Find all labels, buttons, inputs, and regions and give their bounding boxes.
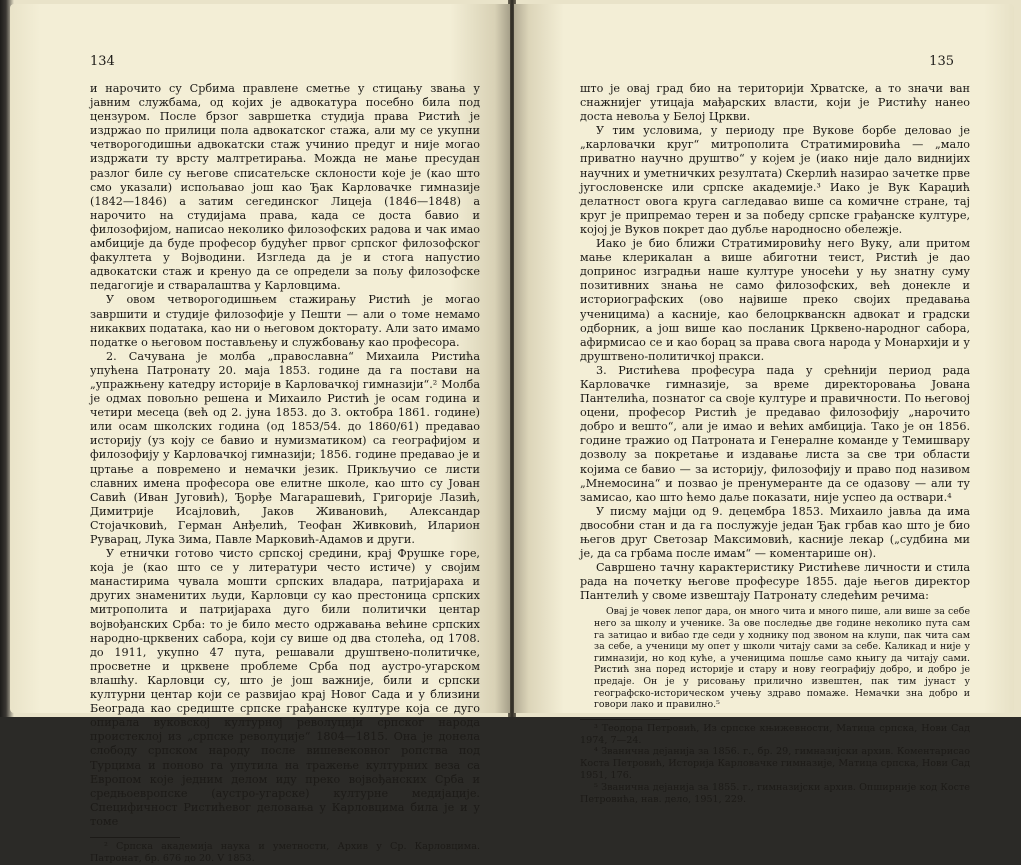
- right-footnotes: [580, 723, 970, 806]
- page-number-left: 134: [90, 54, 115, 69]
- paragraph: У писму мајци од 9. децембра 1853. Михаило јавља да има двособни стан и да га послужује један Ђак грбав као што је био његов друг Светозар Максимовић, касније лекар („судбина ми је, да са грбама после имам“ — коментарише он).: [580, 504, 970, 561]
- left-footnotes: [90, 841, 480, 865]
- page-number-right: 135: [929, 54, 954, 69]
- paragraph: 2. Сачувана је молба „православна“ Михаила Ристића упућена Патронату 20. маја 1853. године да га постави на „упражњену катедру историје в Карловачкој гимназији“.² Молба је одмах повољно решена и Михаило Ристић је осам година и четири месеца (већ од 2. јуна 1853. до 3. октобра 1861. године) или осам школских година (од 1853/54. до 1860/61) предавао историју (уз коју се бавио и нумизматиком) са географијом и филозофију у Карловачкој гимназији; 1856. године предавао је и цртање а повремено и немачки језик. Прикључио се листи славних имена професора ове елитне школе, као што су Јован Савић (Иван Југовић), Ђорђе Магарашевић, Григорије Лазић, Димитрије Исајловић, Јаков Живановић, Александар Стојачковић, Герман Анђелић, Теофан Живковић, Иларион Руварац, Лука Зима, Павле Марковић-Адамов и други.: [90, 349, 480, 546]
- left-page: [10, 4, 510, 864]
- footnote-rule: [90, 837, 180, 838]
- paragraph: У етнички готово чисто српској средини, крај Фрушке горе, која је (као што се у литератури често истиче) у својим манастирима чувала мошти српских владара, патријараха и других знаменитих људи, Карловци су као престоница српских митрополита и патријараха дуго били политички центар војвођанских Срба: то је било место одржавања већине српских народно-црквених сабора, који су више од два столећа, од 1708. до 1911, укупно 47 пута, решавали друштвено-политичке, просветне и црквене проблеме Срба под аустро-угарском влашћу. Карловци су, што је још важније, били и српски културни центар који се развијао крај Новог Сада и у близини Београда као средиште српске грађанске културе која се дуго опирала вуковској културној револуцији српског народа проистеклој из „српске револуције“ 1804—1815. Она је донела слободу српском народу после вишевековног ропства под Турцима и поново га упутила на тражење културних веза са Европом које једним делом иду преко војвођанских Срба и средњоевропске (аустро-угарске) културне медијације. Специфичност Ристићевог деловања у Карловцима била је и у томе: [90, 547, 480, 828]
- left-page-body: [90, 82, 480, 865]
- right-page: [514, 4, 1014, 805]
- paragraph: У тим условима, у периоду пре Вукове борбе деловао је „карловачки круг“ митрополита Стратимировића — „мало приватно научно друштво“ у којем је (иако није дало виднијих научних и уметничких резултата) Скерлић назирао зачетке прве југословенске или српске академије.³ Иако је Вук Караџић делатност овога круга сагледавао више са комичне стране, тај круг је припремао терен и за победу српске грађанске културе, којој је Вуков покрет дао дубље народносно обележје.: [580, 124, 970, 236]
- right-page-body: [580, 82, 970, 805]
- paragraph: 3. Ристићева професура пада у срећнији период рада Карловачке гимназије, за време директоровања Јована Пантелића, познатог са своје културе и правичности. По његовој оцени, професор Ристић је предавао филозофију „нарочито добро и вешто“, али је имао и већих амбиција. Тако је он 1856. године тражио од Патроната и Генералне команде у Темишвару дозволу за покретање и издавање листа за све три области којима се бавио — за историју, филозофију и право под називом „Мнемосина“ и позвао је пренумеранте да се одазову — али ту замисао, као што ћемо даље показати, није успео да оствари.⁴: [580, 363, 970, 504]
- footnote: ³ Теодора Петровић, Из српске књижевности, Матица српска, Нови Сад 1974, 7—24.: [580, 722, 970, 746]
- block-quote: [594, 606, 970, 710]
- block-quote-text: Овај је човек лепог дара, он много чита и много пише, али више за себе него за школу и ученике. За ове последње две године неколико пута сам га затицао и вибао где седи у ходнику под звоном на клупи, пак чита сам за себе, а ученици му опет у школи читају сами за себе. Каликад и није у гимназији, но код куће, а ученицима пошље само књигу да читају сами. Ристић зна поред историје и стару и нову географију добро, и добро је предаје. Он је у рисовању прилично извештен, пак тим јунаст у географско-историческом учењу здраво помаже. Немачки зна добро и говори лако и правилно.⁵: [594, 606, 970, 711]
- paragraph: У овом четворогодишњем стажирању Ристић је могао завршити и студије филозофије у Пешти — али о томе немамо никаквих података, као ни о његовом докторату. Али зато имамо податке о његовом постављењу и службовању као професора.: [90, 293, 480, 349]
- paragraph: Савршено тачну карактеристику Ристићеве личности и стила рада на почетку његове професуре 1855. даје његов директор Пантелић у своме извештају Патронату следећим речима:: [580, 561, 970, 603]
- paragraph: Иако је био ближи Стратимировићу него Вуку, али притом мање клерикалан а више абиготни теист, Ристић је дао допринос изградњи наше културе уносећи у њу знатну суму позитивних знања не само филозофских, већ донекле и историографских (ово највише преко својих предавања ученицима) а касније, као белоцркванскн адвокат и градски одборник, а још више као посланик Црквено-народног сабора, афирмисао се и као борац за права свога народа у Монархији и у друштвено-политичкој пракси.: [580, 237, 970, 363]
- right-paragraphs: [580, 82, 970, 603]
- footnote: ² Српска академија наука и уметности, Архив у Ср. Карловцима. Патронат, бр. 676 до 20. V 1853.: [90, 840, 480, 864]
- footnote-rule: [580, 719, 670, 720]
- paragraph: што је овај град био на територији Хрватске, а то значи ван снажнијег утицаја мађарских власти, који је Ристићу нанео доста невоља у Белој Цркви.: [580, 82, 970, 124]
- footnote: ⁴ Званична дејанија за 1856. г., бр. 29, гимназијски архив. Коментарисао Коста Петровић, Историја Карловачке гимназије, Матица српска, Нови Сад 1951, 176.: [580, 746, 970, 781]
- left-paragraphs: [90, 82, 480, 829]
- footnote: ⁵ Званична дејанија за 1855. г., гимназијски архив. Опширније код Косте Петровића, нав. дело, 1951, 229.: [580, 781, 970, 805]
- paragraph: и нарочито су Србима правлене сметње у стицању звања у јавним службама, од којих је адвокатура посебно била под цензуром. После брзог завршетка студија права Ристић је издржао по прилици пола адвокатског стажа, али му се укупни четворогодишњи адвокатски стаж учинио предуг и није могао издржати ту врсту малтретирања. Можда не мање пресудан разлог биле су његове списатељске склоности које је (као што смо указали) испољавао још као Ђак Карловачке гимназије (1842—1846) а затим сегединског Лицеја (1846—1848) а нарочито на студијама права, када се доста бавио и филозофијом, написао неколико филозофских радова и чак имао амбиције да буде професор будућег првог српског филозофског факултета у Војводини. Изгледа да је и стога напустио адвокатски стаж и кренуо да се определи за пољу филозофске педагогије и стваралаштва у Карловцима.: [90, 82, 480, 293]
